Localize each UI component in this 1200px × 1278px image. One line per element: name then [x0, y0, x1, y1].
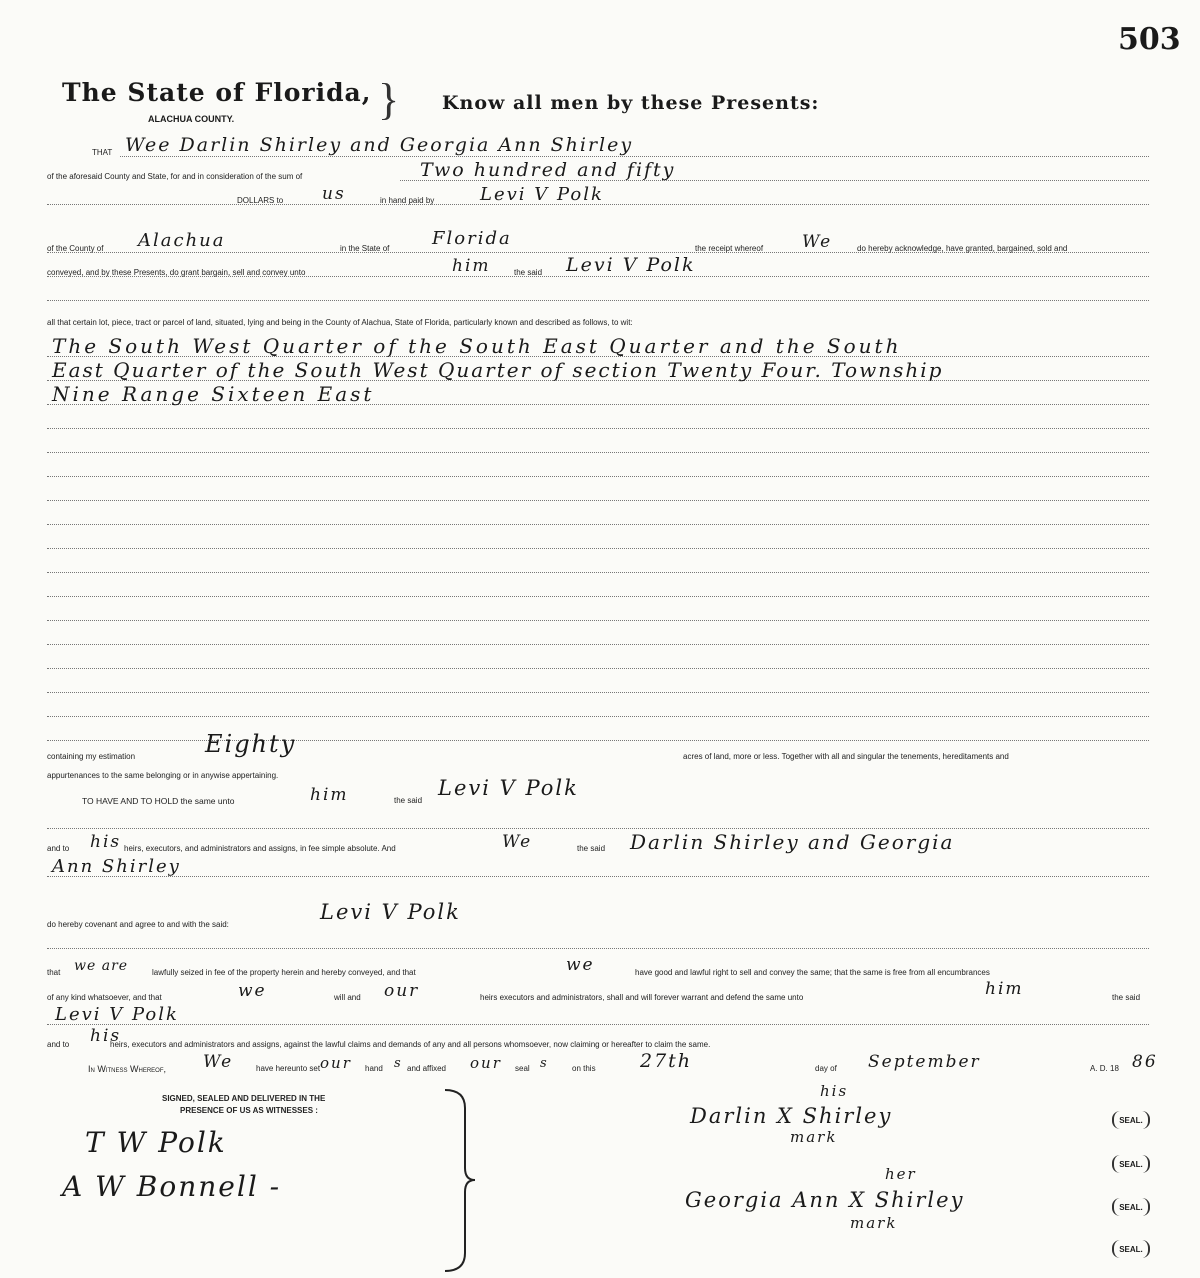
seal-s-value: s	[540, 1056, 549, 1071]
rule-grantors	[120, 156, 1149, 157]
and-to-label-2: and to	[47, 1040, 70, 1049]
unto-him-value: him	[985, 979, 1024, 999]
said-grantee-value: Levi V Polk	[55, 1004, 179, 1025]
lawfully-label: lawfully seized in fee of the property herein and hereby conveyed, and that	[152, 968, 416, 977]
rule-desc	[47, 620, 1149, 621]
hand-s-value: s	[394, 1056, 403, 1071]
sum-value: Two hundred and fifty	[420, 159, 676, 181]
hand-label: hand	[365, 1064, 383, 1073]
heirs-claims-label: heirs, executors and administrators and assigns, against the lawful claims and demands of any and all persons whomsoever, now claiming or hereafter to claim the same.	[110, 1040, 711, 1049]
that-we-value-3: we	[238, 981, 267, 1001]
and-to-label: and to	[47, 844, 70, 853]
grantor-1-mark: mark	[790, 1128, 838, 1146]
rule-desc	[47, 572, 1149, 573]
paid-by-value: Levi V Polk	[480, 184, 604, 205]
signed-heading: SIGNED, SEALED AND DELIVERED IN THE	[162, 1094, 326, 1103]
grantor-2-mark: mark	[850, 1214, 898, 1232]
page-number: 503	[1118, 22, 1181, 57]
heirs-exec-label: heirs executors and administrators, shall and will forever warrant and defend the same unto	[480, 993, 804, 1002]
state-title: The State of Florida,	[62, 78, 372, 107]
description-line-1: The South West Quarter of the South East Quarter and the South	[52, 334, 902, 358]
that-label: THAT	[92, 148, 113, 157]
unto-value: him	[452, 256, 491, 276]
in-state-label: in the State of	[340, 244, 390, 253]
covenant-label: do hereby covenant and agree to and with the said:	[47, 920, 229, 929]
witness-label: In Witness Whereof,	[88, 1064, 166, 1074]
rule-covenant	[47, 948, 1149, 949]
witness-2-signature: A W Bonnell -	[62, 1170, 282, 1203]
dollars-to-value: us	[322, 184, 346, 204]
day-of-label: day of	[815, 1064, 837, 1073]
know-all-heading: Know all men by these Presents:	[442, 92, 820, 114]
acres-value: Eighty	[205, 730, 297, 758]
grantor-1-his: his	[820, 1082, 849, 1100]
county-value: Alachua	[138, 230, 226, 251]
will-our-value: our	[384, 981, 420, 1001]
rule-desc	[47, 476, 1149, 477]
said-names-value: Darlin Shirley and Georgia	[630, 830, 955, 854]
rule-desc	[47, 644, 1149, 645]
the-said-label-4: the said	[1112, 993, 1141, 1002]
grantors-value: Wee Darlin Shirley and Georgia Ann Shirley	[125, 134, 634, 156]
the-said-label: the said	[514, 268, 543, 277]
covenant-with-value: Levi V Polk	[320, 900, 461, 924]
rule-desc	[47, 524, 1149, 525]
rule-desc	[47, 692, 1149, 693]
heirs-fee-label: heirs, executors, and administrators and assigns, in fee simple absolute. And	[124, 844, 396, 853]
day-value: 27th	[640, 1050, 693, 1072]
acknowledge-label: do hereby acknowledge, have granted, bargained, sold and	[857, 244, 1068, 253]
seal-3: SEAL.	[1112, 1198, 1150, 1216]
all-that-label: all that certain lot, piece, tract or parcel of land, situated, lying and being in the County of Alachua, State of Florida, particularly known and described as follows, to wit:	[47, 318, 633, 327]
state-value: Florida	[432, 228, 512, 249]
the-said-label-3: the said	[577, 844, 606, 853]
affixed-our-value: our	[470, 1054, 502, 1072]
and-we-value: We	[502, 832, 533, 852]
and-to-value: his	[90, 832, 122, 852]
rule-blank-2	[47, 828, 1149, 829]
hereunto-label: have hereunto set	[256, 1064, 321, 1073]
said-names-value-2: Ann Shirley	[52, 856, 181, 877]
rule-desc	[47, 548, 1149, 549]
witness-1-signature: T W Polk	[85, 1126, 227, 1159]
seal-4: SEAL.	[1112, 1240, 1150, 1258]
of-county-label: of the County of	[47, 244, 104, 253]
dollars-to-label: DOLLARS to	[237, 196, 284, 205]
seal-word-label: seal	[515, 1064, 530, 1073]
to-have-label: TO HAVE AND TO HOLD the same unto	[82, 796, 235, 806]
acres-label: acres of land, more or less. Together with all and singular the tenements, hereditaments and	[683, 752, 1009, 761]
set-our-value: our	[320, 1054, 352, 1072]
year-value: 86	[1132, 1052, 1158, 1072]
will-and-label: will and	[334, 993, 361, 1002]
consideration-label: of the aforesaid County and State, for and in consideration of the sum of	[47, 172, 303, 181]
rule-names	[47, 876, 1149, 877]
witness-we-value: We	[203, 1052, 234, 1072]
header-brace: }	[378, 75, 400, 124]
rule-desc	[47, 500, 1149, 501]
hold-grantee-value: Levi V Polk	[438, 776, 579, 800]
description-line-3: Nine Range Sixteen East	[52, 382, 375, 406]
affixed-label: and affixed	[407, 1064, 446, 1073]
description-line-2: East Quarter of the South West Quarter of section Twenty Four. Township	[52, 358, 944, 382]
rule-desc	[47, 428, 1149, 429]
on-this-label: on this	[572, 1064, 596, 1073]
grantor-2-her: her	[885, 1165, 917, 1183]
the-said-label-2: the said	[394, 796, 423, 805]
any-kind-label: of any kind whatsoever, and that	[47, 993, 162, 1002]
receipt-label: the receipt whereof	[695, 244, 764, 253]
receipt-value: We	[802, 232, 833, 252]
county-label: ALACHUA COUNTY.	[148, 114, 235, 124]
containing-label: containing my estimation	[47, 752, 136, 761]
seal-2: SEAL.	[1112, 1155, 1150, 1173]
witness-brace	[440, 1088, 480, 1273]
rule-grantee-2	[47, 1024, 1149, 1025]
rule-blank-1	[47, 300, 1149, 301]
in-hand-label: in hand paid by	[380, 196, 435, 205]
rule-desc	[47, 668, 1149, 669]
rule-desc	[47, 596, 1149, 597]
seal-1: SEAL.	[1112, 1111, 1150, 1129]
conveyed-label: conveyed, and by these Presents, do grant bargain, sell and convey unto	[47, 268, 306, 277]
that-label-2: that	[47, 968, 61, 977]
grantor-1-signature: Darlin X Shirley	[690, 1104, 893, 1128]
grantor-2-signature: Georgia Ann X Shirley	[685, 1188, 965, 1212]
that-we-value: we are	[74, 958, 129, 974]
that-we-value-2: we	[566, 955, 595, 975]
rule-desc	[47, 716, 1149, 717]
presence-heading: PRESENCE OF US AS WITNESSES :	[180, 1106, 318, 1115]
rule-desc	[47, 452, 1149, 453]
hold-unto-value: him	[310, 785, 349, 805]
appurtenances-label: appurtenances to the same belonging or in anywise appertaining.	[47, 771, 279, 780]
ad-label: A. D. 18	[1090, 1064, 1119, 1073]
month-value: September	[868, 1052, 981, 1072]
good-right-label: have good and lawful right to sell and convey the same; that the same is free from all encumbrances	[635, 968, 990, 977]
grantee-value: Levi V Polk	[566, 254, 696, 276]
and-to-his-value: his	[90, 1026, 122, 1046]
